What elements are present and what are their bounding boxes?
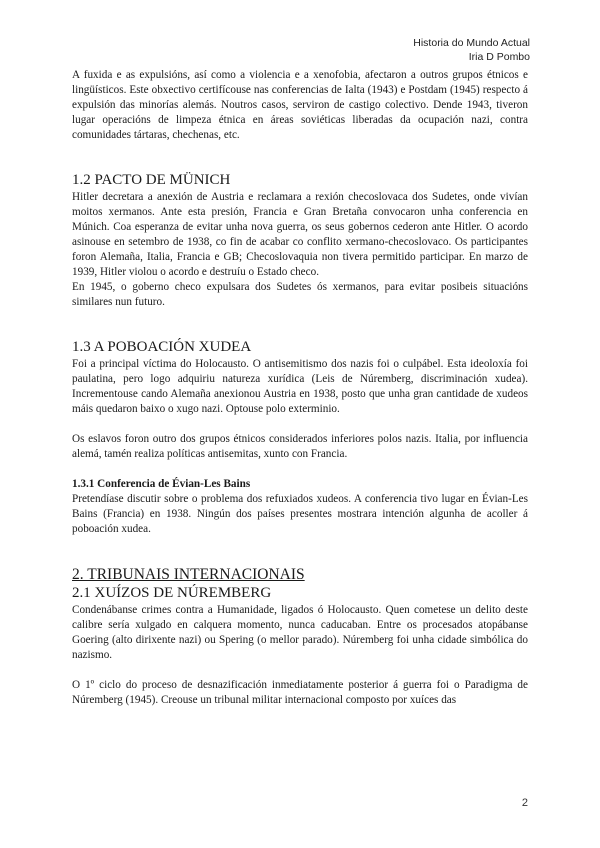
section-1-2-paragraph-2: En 1945, o goberno checo expulsara dos Sudetes ós xermanos, para evitar posibeis situacións similares nun futuro. (72, 281, 528, 308)
section-2-1-paragraph-2: O 1º ciclo do proceso de desnazificación inmediatamente posterior á guerra foi o Paradigma de Núremberg (1945). Creouse un tribunal militar internacional composto por xuíces das (72, 679, 528, 706)
section-1-3-1-heading: 1.3.1 Conferencia de Évian-Les Bains (72, 478, 251, 490)
section-1-2-paragraph-1: Hitler decretara a anexión de Austria e reclamara a rexión checoslovaca dos Sudetes, onde vivían moitos xermanos. Ante esta presión, Francia e Gran Bretaña convocaron unha conferencia en Múnich. Coa esperanza de evitar unha nova guerra, os seus gobernos cederon ante Hitler. O acordo asinouse en setembro de 1938, co fin de acabar co conflito xermano-checoslovaco. Os participantes foron Alemaña, Italia, Francia e GB; Checoslovaquia non tivera permitido participar. En marzo de 1939, Hitler violou o acordo e destruíu o Estado checo. (72, 191, 528, 278)
page-header (413, 36, 530, 64)
section-1-3-heading: 1.3 A POBOACIÓN XUDEA (72, 339, 252, 355)
page-number: 2 (521, 797, 528, 809)
section-1-3-paragraph-2: Os eslavos foron outro dos grupos étnicos considerados inferiores polos nazis. Italia, por influencia alemá, tamén realiza políticas antisemitas, xunto con Francia. (72, 433, 528, 460)
section-1-2-heading: 1.2 PACTO DE MÜNICH (72, 172, 231, 188)
section-2-1-heading: 2.1 XUÍZOS DE NÚREMBERG (72, 585, 272, 601)
section-2-heading: 2. TRIBUNAIS INTERNACIONAIS (72, 566, 305, 583)
header-author: Iria D Pombo (468, 51, 530, 63)
section-2-1-paragraph-1: Condenábanse crimes contra a Humanidade, ligados ó Holocausto. Quen cometese un delito deste calibre sería xulgado en calquera momento, nunca caducaban. Entre os procesados atopábanse Goering (alto dirixente nazi) ou Spering (o mellor parado). Núremberg foi unha cidade simbólica do nazismo. (72, 604, 528, 661)
section-1-3-1-paragraph: Pretendíase discutir sobre o problema dos refuxiados xudeos. A conferencia tivo lugar en Évian-Les Bains (Francia) en 1938. Ningún dos países presentes mostrara intención algunha de acoller á poboación xudea. (72, 493, 528, 535)
section-1-3-paragraph-1: Foi a principal víctima do Holocausto. O antisemitismo dos nazis foi o culpábel. Esta ideoloxía foi paulatina, pero logo adquiriu natureza xurídica (Leis de Núremberg, discriminación xudea). Incrementouse cando Alemaña anexionou Austria en 1938, posto que unha gran cantidade de xudeos máis quedaron baixo o xugo nazi. Optouse polo exterminio. (72, 358, 528, 415)
intro-paragraph: A fuxida e as expulsións, así como a violencia e a xenofobia, afectaron a outros grupos étnicos e lingüísticos. Este obxectivo certifícouse nas conferencias de Ialta (1943) e Postdam (1945) respecto á expulsión das minorías alemás. Noutros casos, serviron de castigo colectivo. Dende 1943, tiveron lugar operacións de limpeza étnica en áreas soviéticas liberadas da ocupación nazi, contra comunidades tártaras, chechenas, etc. (72, 69, 528, 141)
document-body (72, 68, 528, 708)
header-course: Historia do Mundo Actual (413, 37, 530, 49)
